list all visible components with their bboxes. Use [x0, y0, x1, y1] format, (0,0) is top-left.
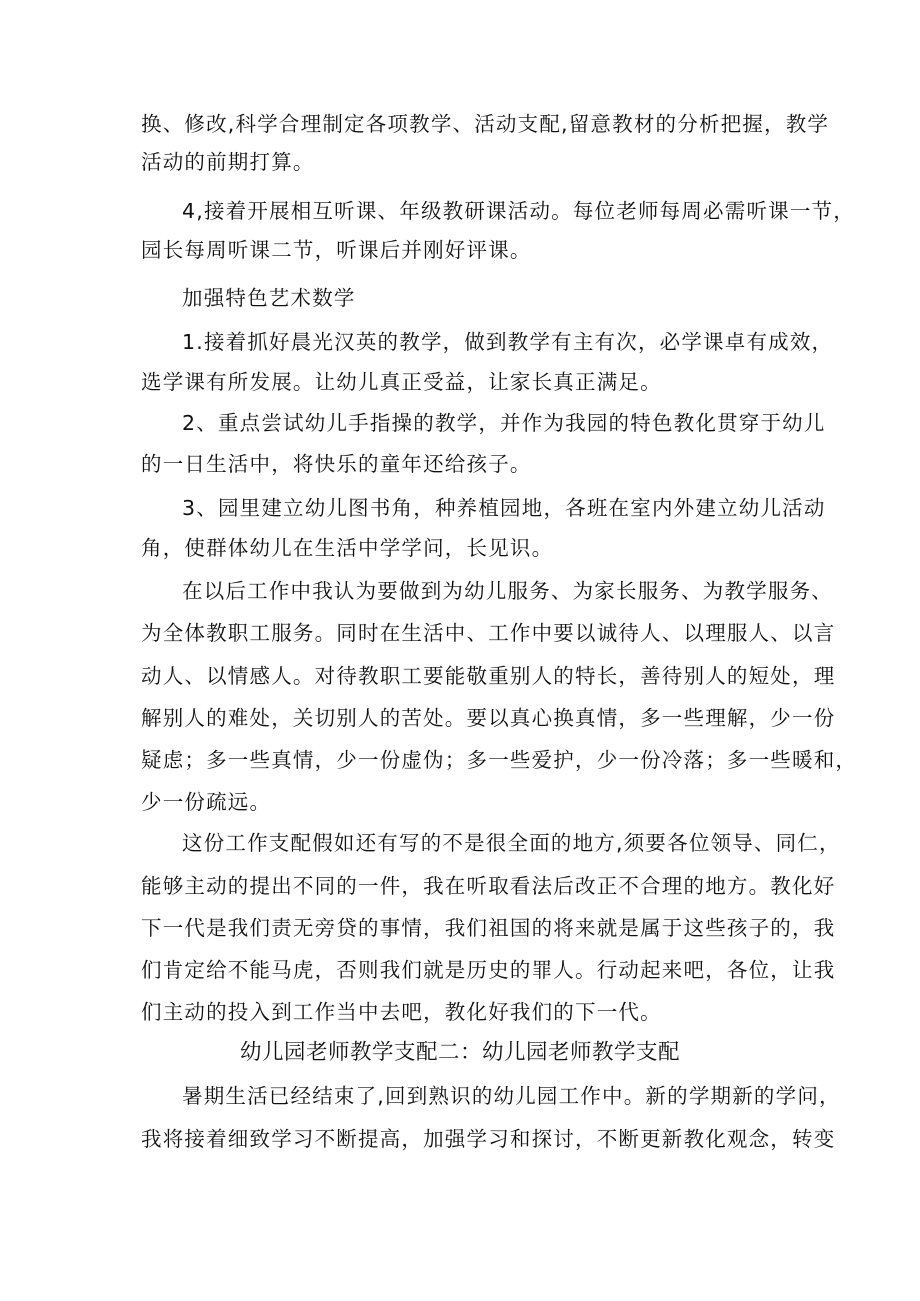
- text-line: 少一份疏远。: [141, 790, 272, 814]
- text-line: 1.接着抓好晨光汉英的教学，做到教学有主有次，必学课卓有成效，: [182, 330, 834, 354]
- text-line: 动人、以情感人。对待教职工要能敬重别人的特长，善待别人的短处，理: [141, 664, 836, 688]
- text-line: 换、修改,科学合理制定各项教学、活动支配,留意教材的分析把握，教学: [141, 112, 830, 136]
- text-line: 这份工作支配假如还有写的不是很全面的地方,须要各位领导、同仁，: [182, 831, 841, 855]
- text-line: 我将接着细致学习不断提高，加强学习和探讨，不断更新教化观念，转变: [141, 1127, 836, 1151]
- text-line: 3、园里建立幼儿图书角，种养植园地，各班在室内外建立幼儿活动: [182, 496, 826, 520]
- text-line: 们主动的投入到工作当中去吧，教化好我们的下一代。: [141, 1000, 662, 1024]
- text-line: 园长每周听课二节，听课后并刚好评课。: [141, 238, 532, 262]
- text-line: 活动的前期打算。: [141, 150, 315, 174]
- text-line: 们肯定给不能马虎，否则我们就是历史的罪人。行动起来吧，各位，让我: [141, 958, 836, 982]
- text-line: 4,接着开展相互听课、年级教研课活动。每位老师每周必需听课一节，: [182, 199, 855, 223]
- text-line: 能够主动的提出不同的一件，我在听取看法后改正不合理的地方。教化好: [141, 874, 836, 898]
- text-line: 2、重点尝试幼儿手指操的教学，并作为我园的特色教化贯穿于幼儿: [182, 411, 826, 435]
- text-line: 的一日生活中，将快乐的童年还给孩子。: [141, 452, 532, 476]
- section-title: 幼儿园老师教学支配二：幼儿园老师教学支配: [239, 1040, 680, 1065]
- text-line: 在以后工作中我认为要做到为幼儿服务、为家长服务、为教学服务、: [182, 579, 833, 603]
- text-line: 选学课有所发展。让幼儿真正受益，让家长真正满足。: [141, 370, 662, 394]
- text-line: 为全体教职工服务。同时在生活中、工作中要以诚待人、以理服人、以言: [141, 621, 836, 645]
- text-line: 暑期生活已经结束了,回到熟识的幼儿园工作中。新的学期新的学问，: [182, 1084, 841, 1108]
- text-line: 疑虑；多一些真情，少一份虚伪；多一些爱护，少一份冷落；多一些暖和，: [141, 748, 858, 772]
- text-line: 解别人的难处，关切别人的苦处。要以真心换真情，多一些理解，少一份: [141, 706, 836, 730]
- section-heading: 加强特色艺术数学: [182, 286, 356, 310]
- text-line: 下一代是我们责无旁贷的事情，我们祖国的将来就是属于这些孩子的，我: [141, 916, 836, 940]
- text-line: 角，使群体幼儿在生活中学学问，长见识。: [141, 536, 554, 560]
